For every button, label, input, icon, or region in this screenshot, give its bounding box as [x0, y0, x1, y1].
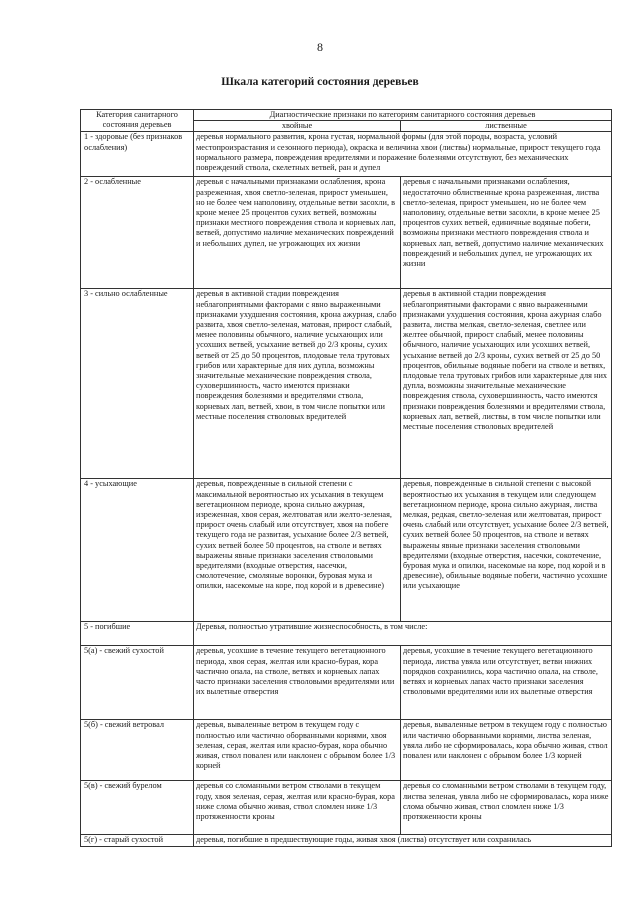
row-conifer: деревья с начальными признаками ослабления, крона разреженная, хвоя светло-зеленая, прирост уменьшен, но не более чем наполовину, отдельные ветви засохли, в кроне менее 25 процентов сухих ветвей, возможны признаки местного повреждения ствола и корневых лап, ветвей, допустимо наличие механических повреждений и небольших дупел, не угрожающих их жизни [194, 177, 401, 289]
row-conifer: деревья, усохшие в течение текущего вегетационного периода, хвоя серая, желтая или красно-бурая, кора частично опала, на стволе, ветвях и корневых лапах часто признаки заселения стволовыми вредителями или их вылетные отверстия [194, 646, 401, 720]
row-conifer: деревья со сломанными ветром стволами в текущем году, хвоя зеленая, серая, желтая или красно-бурая, кора ниже слома обычно живая, ствол сломлен ниже 1/3 протяженности кроны [194, 781, 401, 835]
row-description: деревья, погибшие в предшествующие годы, живая хвоя (листва) отсутствует или сохранилась [194, 835, 612, 847]
row-category: 5(в) - свежий бурелом [81, 781, 194, 835]
header-category: Категория санитарного состояния деревьев [81, 110, 194, 132]
row-category: 5(а) - свежий сухостой [81, 646, 194, 720]
table-row [81, 479, 612, 622]
table-row [81, 177, 612, 289]
row-category: 1 - здоровые (без признаков ослабления) [81, 132, 194, 177]
header-diagnostic: Диагностические признаки по категориям санитарного состояния деревьев [194, 110, 612, 121]
row-category: 5 - погибшие [81, 622, 194, 646]
table-row [81, 289, 612, 479]
row-conifer: деревья, поврежденные в сильной степени с максимальной вероятностью их усыхания в текущем вегетационном периоде, крона сильно ажурная, изреженная, хвоя серая, желтоватая или желто-зеленая, прирост очень слабый или отсутствует, хвоя на побеге текущего года не развитая, усыхание более 2/3 ветвей, сухих ветвей более 50 процентов, на стволе и ветвях выражены явные признаки заселения стволовыми вредителями (входные отверстия, насечки, смолотечение, смоляные воронки, буровая мука и опилки, насекомые на коре, под корой и в древесине) [194, 479, 401, 622]
row-deciduous: деревья, усохшие в течение текущего вегетационного периода, листва увяла или отсутствует, ветви нижних порядков сохранились, кора частично опала, на стволе, ветвях и корневых лапах часто признаки заселения стволовыми вредителями или их вылетные отверстия [401, 646, 612, 720]
row-conifer: деревья, вываленные ветром в текущем году с полностью или частично оборванными корнями, хвоя зеленая, серая, желтая или красно-бурая, кора обычно живая, ствол повален или наклонен с обрывом более 1/3 корней [194, 720, 401, 781]
header-row [81, 110, 612, 121]
row-description: Деревья, полностью утратившие жизнеспособность, в том числе: [194, 622, 612, 646]
table-row [81, 781, 612, 835]
row-category: 5(б) - свежий ветровал [81, 720, 194, 781]
row-deciduous: деревья с начальными признаками ослабления, недостаточно облиственные крона разреженная, листва светло-зеленая, прирост уменьшен, но не более чем наполовину, отдельные ветви засохли, в кроне менее 25 процентов сухих ветвей, единичные водяные побеги, возможны признаки местного повреждения ствола и корневых лап, ветвей, допустимо наличие механических повреждений и небольших дупел, не угрожающих их жизни [401, 177, 612, 289]
row-category: 3 - сильно ослабленные [81, 289, 194, 479]
row-category: 4 - усыхающие [81, 479, 194, 622]
row-category: 2 - ослабленные [81, 177, 194, 289]
row-deciduous: деревья со сломанными ветром стволами в текущем году, листва зеленая, увяла либо не сформировалась, кора ниже слома обычно живая, ствол сломлен ниже 1/3 протяженности кроны [401, 781, 612, 835]
table-row [81, 646, 612, 720]
page-title: Шкала категорий состояния деревьев [221, 76, 419, 88]
table-row [81, 132, 612, 177]
table-row [81, 622, 612, 646]
row-description: деревья нормального развития, крона густая, нормальной формы (для этой породы, возраста, условий местопроизрастания и сезонного периода), окраска и величина хвои (листвы) нормальные, прирост текущего года нормального размера, повреждения вредителями и поражение болезнями отсутствуют, без механических повреждений ствола, скелетных ветвей, ран и дупел [194, 132, 612, 177]
row-deciduous: деревья в активной стадии повреждения неблагоприятными факторами с явно выраженными признаками ухудшения состояния, крона ажурная слабо развита, листва мелкая, светло-зеленая, светлее или желтее обычной, прирост слабый, менее половины обычного, наличие усыхающих или усохших ветвей, усыхание ветвей до 2/3 кроны, сухих ветвей от 25 до 50 процентов, обильные водяные побеги на стволе и ветвях, плодовые тела трутовых грибов или характерные для них дупла, возможны значительные механические повреждения ствола, суховершинность, часто имеются признаки повреждения болезнями и вредителями ствола, корневых лап, ветвей, листвы, в том числе попытки или местные поселения стволовых вредителей [401, 289, 612, 479]
table-row [81, 835, 612, 847]
header-conifer: хвойные [194, 121, 401, 132]
table-row [81, 720, 612, 781]
row-deciduous: деревья, поврежденные в сильной степени с высокой вероятностью их усыхания в текущем или следующем вегетационном периоде, крона сильно ажурная, листва мелкая, редкая, светло-зеленая или желтоватая, прирост очень слабый или отсутствует, усыхание более 2/3 ветвей, сухих ветвей более 50 процентов, на стволе и ветвях выражены явные признаки заселения стволовыми вредителями (входные отверстия, насечки, сокотечение, буровая мука и опилки, насекомые на коре, под корой и в древесине), обильные водяные побеги, частично усохшие или усыхающие [401, 479, 612, 622]
row-category: 5(г) - старый сухостой [81, 835, 194, 847]
tree-condition-table [80, 109, 612, 847]
page-number: 8 [317, 40, 323, 54]
header-deciduous: лиственные [401, 121, 612, 132]
row-conifer: деревья в активной стадии повреждения неблагоприятными факторами с явно выраженными признаками ухудшения состояния, крона ажурная, слабо развита, хвоя светло-зеленая, матовая, прирост слабый, менее половины обычного, наличие усыхающих или усохших ветвей, усыхание ветвей до 2/3 кроны, сухих ветвей от 25 до 50 процентов, плодовые тела трутовых грибов или характерные для них дупла, возможны значительные механические повреждения ствола, суховершинность, часто имеются признаки повреждения болезнями и вредителями ствола, корневых лап, ветвей, хвои, в том числе попытки или местные поселения стволовых вредителей [194, 289, 401, 479]
row-deciduous: деревья, вываленные ветром в текущем году с полностью или частично оборванными корнями, листва зеленая, увяла либо не сформировалась, кора обычно живая, ствол повален или наклонен с обрывом более 1/3 корней [401, 720, 612, 781]
